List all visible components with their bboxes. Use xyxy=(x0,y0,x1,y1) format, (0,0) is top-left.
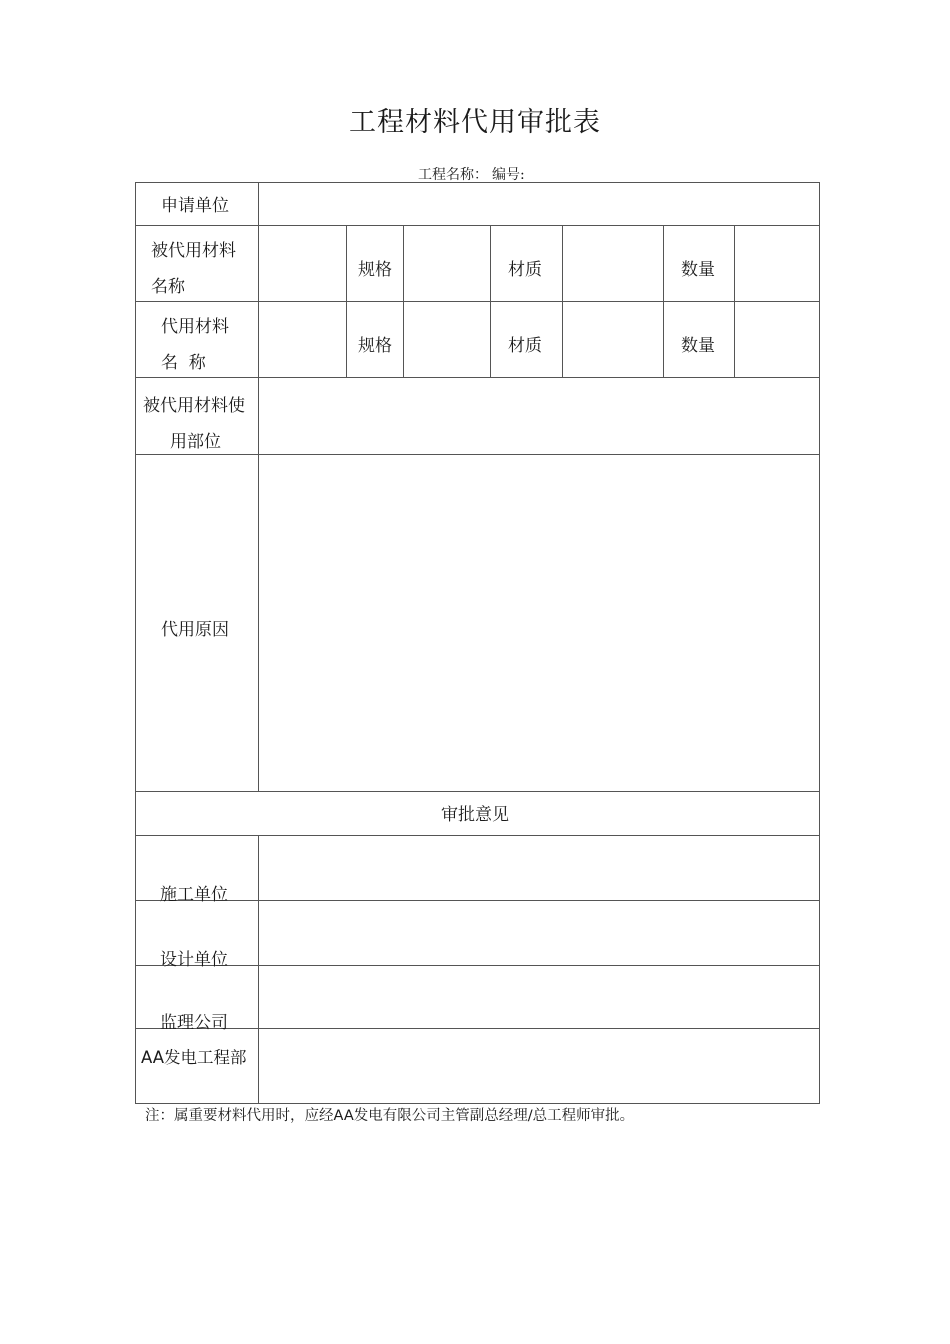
spec-label: 规格 xyxy=(358,336,392,356)
replaced-material-label-line2: 名称 xyxy=(151,277,185,297)
construction-unit-label: 施工单位 xyxy=(160,885,228,905)
column-divider xyxy=(346,225,347,377)
replaced-material-name-field[interactable] xyxy=(259,226,346,301)
construction-unit-opinion-field[interactable] xyxy=(259,836,819,900)
spec-label: 规格 xyxy=(358,260,392,280)
design-unit-opinion-field[interactable] xyxy=(259,901,819,965)
row-divider xyxy=(135,791,820,792)
applicant-label: 申请单位 xyxy=(161,196,229,216)
replaced-material-label-line1: 被代用材料 xyxy=(151,241,236,261)
form-header xyxy=(418,164,525,184)
design-unit-label: 设计单位 xyxy=(160,950,228,970)
reason-label: 代用原因 xyxy=(161,620,229,640)
page-title: 工程材料代用审批表 xyxy=(349,107,601,138)
replaced-material-grade-field[interactable] xyxy=(563,226,663,301)
column-divider xyxy=(663,225,664,377)
substitute-spec-field[interactable] xyxy=(404,302,490,377)
project-name-label: 工程名称： xyxy=(418,167,488,183)
substitute-material-grade-field[interactable] xyxy=(563,302,663,377)
replaced-spec-field[interactable] xyxy=(404,226,490,301)
usage-location-label-line1: 被代用材料使 xyxy=(143,396,245,416)
column-divider xyxy=(490,225,491,377)
approval-opinion-heading: 审批意见 xyxy=(441,805,509,825)
substitute-material-name-field[interactable] xyxy=(259,302,346,377)
quantity-label: 数量 xyxy=(681,260,715,280)
supervision-company-label: 监理公司 xyxy=(160,1013,228,1033)
footnote: 注：属重要材料代用时，应经AA发电有限公司主管副总经理/总工程师审批。 xyxy=(145,1108,635,1124)
usage-location-label-line2: 用部位 xyxy=(170,432,221,452)
aa-department-opinion-field[interactable] xyxy=(259,1029,819,1103)
aa-department-label: AA发电工程部 xyxy=(141,1048,247,1067)
number-label: 编号: xyxy=(492,167,525,183)
material-label: 材质 xyxy=(508,336,542,356)
replaced-quantity-field[interactable] xyxy=(735,226,819,301)
usage-location-field[interactable] xyxy=(259,378,819,454)
material-label: 材质 xyxy=(508,260,542,280)
supervision-company-opinion-field[interactable] xyxy=(259,966,819,1028)
substitute-material-label-line1: 代用材料 xyxy=(161,317,229,337)
quantity-label: 数量 xyxy=(681,336,715,356)
applicant-field[interactable] xyxy=(259,183,819,225)
substitute-material-label-line2: 名 称 xyxy=(161,353,206,373)
reason-field[interactable] xyxy=(259,455,819,791)
substitute-quantity-field[interactable] xyxy=(735,302,819,377)
